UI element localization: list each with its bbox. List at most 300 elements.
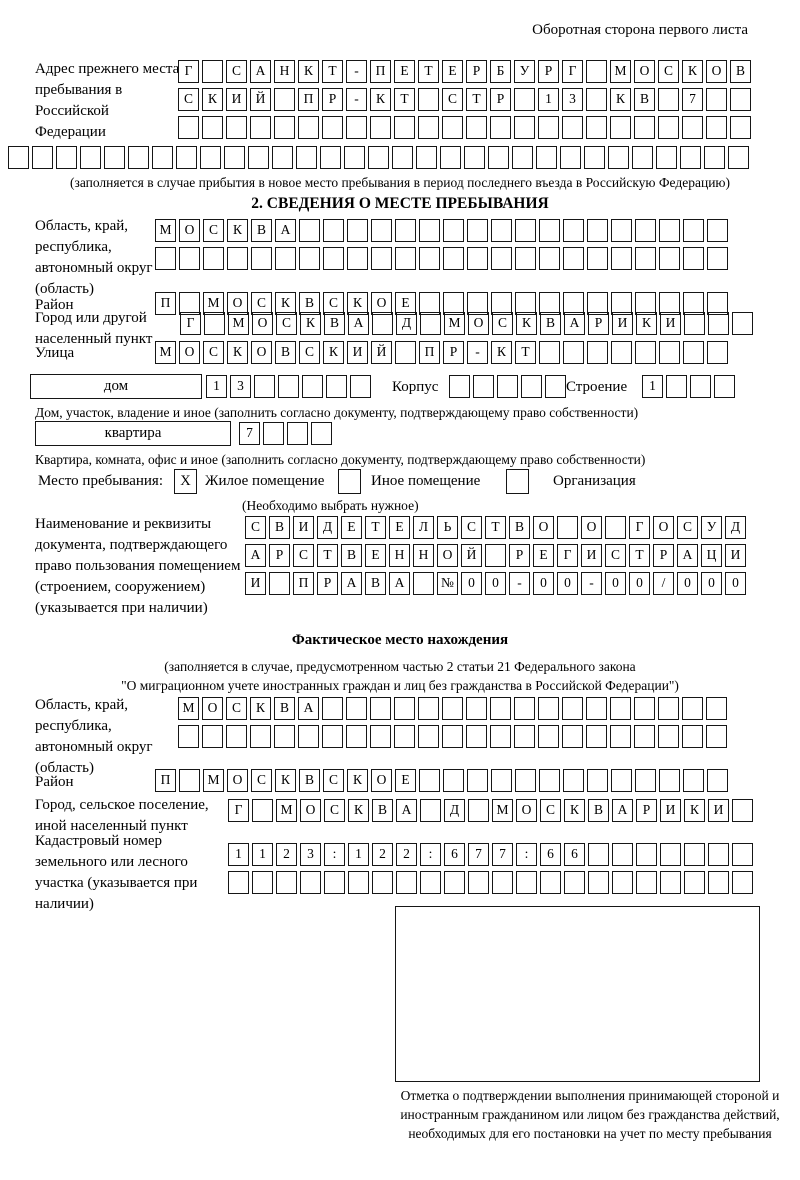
char-cell[interactable] <box>371 219 392 242</box>
char-cell[interactable] <box>296 146 317 169</box>
char-cell[interactable] <box>347 219 368 242</box>
char-cell[interactable]: И <box>245 572 266 595</box>
char-cell[interactable]: У <box>701 516 722 539</box>
char-cell[interactable]: Й <box>461 544 482 567</box>
char-cell[interactable]: С <box>251 769 272 792</box>
char-cell[interactable]: С <box>245 516 266 539</box>
char-cell[interactable] <box>420 799 441 822</box>
char-cell[interactable] <box>128 146 149 169</box>
char-cell[interactable]: В <box>341 544 362 567</box>
char-cell[interactable] <box>610 725 631 748</box>
char-cell[interactable] <box>269 572 290 595</box>
char-cell[interactable] <box>490 697 511 720</box>
char-cell[interactable]: В <box>251 219 272 242</box>
char-cell[interactable] <box>684 843 705 866</box>
char-cell[interactable] <box>347 247 368 270</box>
char-cell[interactable] <box>682 697 703 720</box>
char-cell[interactable]: Й <box>250 88 271 111</box>
char-cell[interactable]: 0 <box>701 572 722 595</box>
char-cell[interactable]: 3 <box>562 88 583 111</box>
char-cell[interactable] <box>680 146 701 169</box>
char-cell[interactable]: П <box>370 60 391 83</box>
char-cell[interactable] <box>491 769 512 792</box>
char-cell[interactable]: Р <box>636 799 657 822</box>
char-cell[interactable]: С <box>324 799 345 822</box>
char-cell[interactable] <box>274 88 295 111</box>
char-cell[interactable] <box>536 146 557 169</box>
char-cell[interactable] <box>658 725 679 748</box>
char-cell[interactable] <box>586 116 607 139</box>
char-cell[interactable]: 1 <box>642 375 663 398</box>
char-cell[interactable]: Д <box>396 312 417 335</box>
char-cell[interactable] <box>350 375 371 398</box>
char-cell[interactable]: П <box>155 292 176 315</box>
char-cell[interactable]: П <box>298 88 319 111</box>
char-cell[interactable] <box>560 146 581 169</box>
char-cell[interactable]: О <box>179 341 200 364</box>
char-cell[interactable] <box>635 769 656 792</box>
char-cell[interactable] <box>179 247 200 270</box>
char-cell[interactable]: В <box>299 292 320 315</box>
char-cell[interactable]: - <box>581 572 602 595</box>
char-cell[interactable] <box>251 247 272 270</box>
char-cell[interactable] <box>346 116 367 139</box>
char-cell[interactable] <box>683 769 704 792</box>
char-cell[interactable] <box>656 146 677 169</box>
char-cell[interactable] <box>491 219 512 242</box>
char-cell[interactable] <box>8 146 29 169</box>
char-cell[interactable]: А <box>275 219 296 242</box>
char-cell[interactable] <box>706 725 727 748</box>
char-cell[interactable]: М <box>610 60 631 83</box>
char-cell[interactable]: Н <box>274 60 295 83</box>
char-cell[interactable] <box>562 116 583 139</box>
char-cell[interactable] <box>468 799 489 822</box>
char-cell[interactable]: Д <box>317 516 338 539</box>
char-cell[interactable] <box>370 725 391 748</box>
char-cell[interactable]: Т <box>365 516 386 539</box>
char-cell[interactable] <box>659 769 680 792</box>
char-cell[interactable]: 1 <box>252 843 273 866</box>
char-cell[interactable]: / <box>653 572 674 595</box>
char-cell[interactable]: 0 <box>485 572 506 595</box>
char-cell[interactable] <box>666 375 687 398</box>
char-cell[interactable]: С <box>677 516 698 539</box>
char-cell[interactable] <box>660 871 681 894</box>
char-cell[interactable] <box>539 769 560 792</box>
char-cell[interactable] <box>344 146 365 169</box>
char-cell[interactable] <box>346 697 367 720</box>
char-cell[interactable]: 2 <box>276 843 297 866</box>
char-cell[interactable]: - <box>467 341 488 364</box>
char-cell[interactable] <box>444 871 465 894</box>
char-cell[interactable] <box>683 219 704 242</box>
char-cell[interactable]: П <box>155 769 176 792</box>
char-cell[interactable] <box>612 843 633 866</box>
char-cell[interactable] <box>605 516 626 539</box>
char-cell[interactable] <box>497 375 518 398</box>
char-cell[interactable] <box>394 116 415 139</box>
char-cell[interactable]: Д <box>725 516 746 539</box>
char-cell[interactable]: И <box>660 312 681 335</box>
char-cell[interactable]: А <box>341 572 362 595</box>
char-cell[interactable] <box>326 375 347 398</box>
char-cell[interactable] <box>538 725 559 748</box>
char-cell[interactable] <box>263 422 284 445</box>
char-cell[interactable] <box>419 219 440 242</box>
char-cell[interactable]: Р <box>509 544 530 567</box>
char-cell[interactable] <box>252 799 273 822</box>
char-cell[interactable]: С <box>540 799 561 822</box>
char-cell[interactable]: В <box>299 769 320 792</box>
char-cell[interactable] <box>588 871 609 894</box>
char-cell[interactable] <box>418 88 439 111</box>
char-cell[interactable]: С <box>658 60 679 83</box>
char-cell[interactable] <box>634 725 655 748</box>
char-cell[interactable] <box>419 247 440 270</box>
char-cell[interactable] <box>32 146 53 169</box>
char-cell[interactable]: М <box>276 799 297 822</box>
char-cell[interactable]: К <box>682 60 703 83</box>
char-cell[interactable]: Р <box>443 341 464 364</box>
char-cell[interactable]: : <box>420 843 441 866</box>
char-cell[interactable] <box>468 871 489 894</box>
char-cell[interactable]: 6 <box>564 843 585 866</box>
char-cell[interactable] <box>707 247 728 270</box>
char-cell[interactable] <box>202 725 223 748</box>
char-cell[interactable]: 3 <box>300 843 321 866</box>
char-cell[interactable] <box>440 146 461 169</box>
char-cell[interactable] <box>610 697 631 720</box>
char-cell[interactable]: В <box>274 697 295 720</box>
char-cell[interactable] <box>540 871 561 894</box>
char-cell[interactable] <box>254 375 275 398</box>
char-cell[interactable]: И <box>612 312 633 335</box>
char-cell[interactable]: 1 <box>538 88 559 111</box>
char-cell[interactable]: С <box>276 312 297 335</box>
char-cell[interactable]: Д <box>444 799 465 822</box>
char-cell[interactable] <box>394 725 415 748</box>
char-cell[interactable] <box>562 725 583 748</box>
char-cell[interactable] <box>372 312 393 335</box>
char-cell[interactable]: К <box>636 312 657 335</box>
char-cell[interactable] <box>348 871 369 894</box>
char-cell[interactable] <box>323 219 344 242</box>
char-cell[interactable] <box>395 219 416 242</box>
char-cell[interactable]: Е <box>533 544 554 567</box>
char-cell[interactable] <box>278 375 299 398</box>
char-cell[interactable]: О <box>252 312 273 335</box>
char-cell[interactable]: 7 <box>468 843 489 866</box>
char-cell[interactable] <box>322 697 343 720</box>
char-cell[interactable] <box>636 871 657 894</box>
char-cell[interactable] <box>466 116 487 139</box>
char-cell[interactable]: Т <box>394 88 415 111</box>
char-cell[interactable]: П <box>293 572 314 595</box>
char-cell[interactable] <box>473 375 494 398</box>
char-cell[interactable] <box>300 871 321 894</box>
char-cell[interactable] <box>586 697 607 720</box>
char-cell[interactable]: - <box>346 88 367 111</box>
char-cell[interactable] <box>515 769 536 792</box>
char-cell[interactable] <box>611 219 632 242</box>
char-cell[interactable]: О <box>227 292 248 315</box>
char-cell[interactable]: И <box>725 544 746 567</box>
char-cell[interactable]: Р <box>322 88 343 111</box>
char-cell[interactable] <box>587 247 608 270</box>
char-cell[interactable] <box>323 247 344 270</box>
char-cell[interactable] <box>659 341 680 364</box>
char-cell[interactable] <box>587 341 608 364</box>
char-cell[interactable] <box>634 697 655 720</box>
char-cell[interactable]: К <box>300 312 321 335</box>
char-cell[interactable] <box>485 544 506 567</box>
char-cell[interactable] <box>557 516 578 539</box>
char-cell[interactable]: Г <box>228 799 249 822</box>
char-cell[interactable]: Е <box>395 769 416 792</box>
char-cell[interactable] <box>514 697 535 720</box>
char-cell[interactable] <box>467 219 488 242</box>
char-cell[interactable]: О <box>202 697 223 720</box>
char-cell[interactable]: № <box>437 572 458 595</box>
char-cell[interactable]: К <box>275 292 296 315</box>
char-cell[interactable] <box>80 146 101 169</box>
char-cell[interactable]: К <box>684 799 705 822</box>
char-cell[interactable]: О <box>634 60 655 83</box>
char-cell[interactable] <box>563 219 584 242</box>
char-cell[interactable]: Т <box>485 516 506 539</box>
char-cell[interactable]: Г <box>557 544 578 567</box>
char-cell[interactable]: 1 <box>206 375 227 398</box>
char-cell[interactable]: М <box>228 312 249 335</box>
char-cell[interactable] <box>612 871 633 894</box>
char-cell[interactable]: М <box>178 697 199 720</box>
char-cell[interactable]: К <box>227 341 248 364</box>
char-cell[interactable] <box>608 146 629 169</box>
char-cell[interactable] <box>226 725 247 748</box>
char-cell[interactable] <box>562 697 583 720</box>
char-cell[interactable] <box>714 375 735 398</box>
char-cell[interactable] <box>442 725 463 748</box>
char-cell[interactable] <box>443 769 464 792</box>
char-cell[interactable] <box>442 697 463 720</box>
char-cell[interactable] <box>611 341 632 364</box>
char-cell[interactable] <box>516 871 537 894</box>
char-cell[interactable]: Р <box>317 572 338 595</box>
char-cell[interactable]: С <box>323 292 344 315</box>
char-cell[interactable]: С <box>299 341 320 364</box>
char-cell[interactable] <box>322 116 343 139</box>
char-cell[interactable] <box>584 146 605 169</box>
char-cell[interactable] <box>370 697 391 720</box>
char-cell[interactable] <box>227 247 248 270</box>
char-cell[interactable]: : <box>516 843 537 866</box>
char-cell[interactable]: 0 <box>461 572 482 595</box>
char-cell[interactable] <box>274 116 295 139</box>
char-cell[interactable]: У <box>514 60 535 83</box>
char-cell[interactable]: К <box>348 799 369 822</box>
checkbox-zhiloe-pomeshchenie[interactable]: X <box>174 469 197 494</box>
char-cell[interactable]: Ь <box>437 516 458 539</box>
char-cell[interactable]: Е <box>341 516 362 539</box>
char-cell[interactable] <box>298 116 319 139</box>
char-cell[interactable]: Г <box>178 60 199 83</box>
char-cell[interactable] <box>155 247 176 270</box>
char-cell[interactable]: А <box>348 312 369 335</box>
char-cell[interactable] <box>611 247 632 270</box>
char-cell[interactable]: С <box>442 88 463 111</box>
char-cell[interactable] <box>178 116 199 139</box>
char-cell[interactable] <box>684 312 705 335</box>
char-cell[interactable] <box>176 146 197 169</box>
char-cell[interactable]: А <box>677 544 698 567</box>
char-cell[interactable]: Е <box>395 292 416 315</box>
char-cell[interactable]: 0 <box>677 572 698 595</box>
char-cell[interactable] <box>682 116 703 139</box>
char-cell[interactable] <box>464 146 485 169</box>
char-cell[interactable]: - <box>509 572 530 595</box>
char-cell[interactable] <box>490 116 511 139</box>
char-cell[interactable]: О <box>227 769 248 792</box>
char-cell[interactable] <box>707 219 728 242</box>
char-cell[interactable]: И <box>293 516 314 539</box>
char-cell[interactable] <box>514 116 535 139</box>
char-cell[interactable]: 2 <box>396 843 417 866</box>
char-cell[interactable]: Г <box>629 516 650 539</box>
char-cell[interactable]: Т <box>466 88 487 111</box>
char-cell[interactable] <box>611 769 632 792</box>
char-cell[interactable] <box>521 375 542 398</box>
char-cell[interactable]: К <box>370 88 391 111</box>
char-cell[interactable] <box>322 725 343 748</box>
char-cell[interactable]: С <box>605 544 626 567</box>
char-cell[interactable] <box>658 88 679 111</box>
char-cell[interactable] <box>394 697 415 720</box>
char-cell[interactable] <box>491 247 512 270</box>
char-cell[interactable]: М <box>492 799 513 822</box>
char-cell[interactable]: Г <box>562 60 583 83</box>
char-cell[interactable] <box>179 769 200 792</box>
char-cell[interactable] <box>202 116 223 139</box>
char-cell[interactable] <box>563 247 584 270</box>
char-cell[interactable] <box>730 116 751 139</box>
char-cell[interactable]: А <box>396 799 417 822</box>
char-cell[interactable]: Т <box>629 544 650 567</box>
char-cell[interactable] <box>392 146 413 169</box>
char-cell[interactable]: Б <box>490 60 511 83</box>
char-cell[interactable] <box>634 116 655 139</box>
char-cell[interactable]: К <box>516 312 537 335</box>
char-cell[interactable] <box>545 375 566 398</box>
char-cell[interactable]: К <box>347 769 368 792</box>
char-cell[interactable] <box>586 60 607 83</box>
char-cell[interactable]: Е <box>394 60 415 83</box>
char-cell[interactable] <box>515 247 536 270</box>
char-cell[interactable] <box>658 697 679 720</box>
char-cell[interactable] <box>539 219 560 242</box>
char-cell[interactable]: О <box>437 544 458 567</box>
char-cell[interactable] <box>152 146 173 169</box>
char-cell[interactable]: С <box>226 697 247 720</box>
char-cell[interactable] <box>370 116 391 139</box>
char-cell[interactable] <box>707 769 728 792</box>
char-cell[interactable] <box>443 219 464 242</box>
char-cell[interactable] <box>324 871 345 894</box>
char-cell[interactable]: 0 <box>533 572 554 595</box>
char-cell[interactable] <box>732 843 753 866</box>
char-cell[interactable]: 3 <box>230 375 251 398</box>
char-cell[interactable]: О <box>516 799 537 822</box>
char-cell[interactable] <box>275 247 296 270</box>
char-cell[interactable]: К <box>298 60 319 83</box>
char-cell[interactable]: С <box>293 544 314 567</box>
char-cell[interactable] <box>659 219 680 242</box>
char-cell[interactable] <box>690 375 711 398</box>
char-cell[interactable]: В <box>540 312 561 335</box>
char-cell[interactable] <box>706 697 727 720</box>
char-cell[interactable] <box>250 116 271 139</box>
char-cell[interactable] <box>563 341 584 364</box>
char-cell[interactable]: В <box>324 312 345 335</box>
char-cell[interactable] <box>178 725 199 748</box>
char-cell[interactable] <box>368 146 389 169</box>
char-cell[interactable] <box>104 146 125 169</box>
char-cell[interactable]: К <box>202 88 223 111</box>
char-cell[interactable]: 7 <box>682 88 703 111</box>
char-cell[interactable]: Р <box>538 60 559 83</box>
char-cell[interactable]: С <box>178 88 199 111</box>
char-cell[interactable]: К <box>275 769 296 792</box>
char-cell[interactable] <box>56 146 77 169</box>
char-cell[interactable]: 0 <box>557 572 578 595</box>
char-cell[interactable] <box>708 312 729 335</box>
char-cell[interactable]: 2 <box>372 843 393 866</box>
char-cell[interactable] <box>250 725 271 748</box>
char-cell[interactable] <box>467 769 488 792</box>
char-cell[interactable]: С <box>203 219 224 242</box>
char-cell[interactable] <box>418 697 439 720</box>
char-cell[interactable] <box>610 116 631 139</box>
char-cell[interactable] <box>372 871 393 894</box>
char-cell[interactable]: В <box>588 799 609 822</box>
char-cell[interactable] <box>228 871 249 894</box>
char-cell[interactable] <box>587 219 608 242</box>
char-cell[interactable] <box>395 341 416 364</box>
char-cell[interactable]: И <box>660 799 681 822</box>
char-cell[interactable] <box>538 697 559 720</box>
char-cell[interactable] <box>704 146 725 169</box>
char-cell[interactable] <box>248 146 269 169</box>
char-cell[interactable] <box>632 146 653 169</box>
char-cell[interactable] <box>311 422 332 445</box>
char-cell[interactable]: К <box>610 88 631 111</box>
char-cell[interactable] <box>416 146 437 169</box>
char-cell[interactable]: О <box>533 516 554 539</box>
char-cell[interactable] <box>272 146 293 169</box>
char-cell[interactable] <box>287 422 308 445</box>
char-cell[interactable]: П <box>419 341 440 364</box>
char-cell[interactable]: Е <box>365 544 386 567</box>
char-cell[interactable]: О <box>581 516 602 539</box>
char-cell[interactable] <box>443 247 464 270</box>
char-cell[interactable] <box>728 146 749 169</box>
char-cell[interactable]: 1 <box>348 843 369 866</box>
char-cell[interactable]: 0 <box>725 572 746 595</box>
char-cell[interactable] <box>346 725 367 748</box>
char-cell[interactable]: Н <box>413 544 434 567</box>
char-cell[interactable] <box>420 871 441 894</box>
char-cell[interactable]: С <box>461 516 482 539</box>
